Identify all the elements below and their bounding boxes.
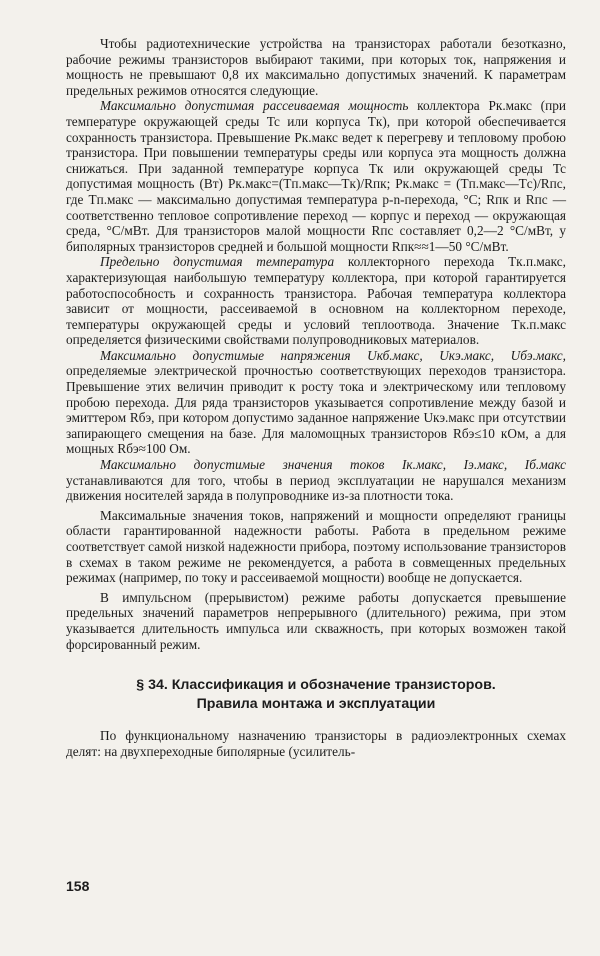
term-max-power: Максимально допустимая рассеиваемая мощность	[100, 98, 409, 114]
term-max-voltages: Максимально допустимые напряжения Uкб.макс, Uкэ.макс, Uбэ.макс,	[100, 347, 566, 363]
section-heading	[66, 676, 566, 714]
paragraph-max-currents	[66, 457, 566, 504]
paragraph-text: По функциональному назначению транзисторы в радиоэлектронных схемах делят: на двухпереходные биполярные (усилитель-	[66, 728, 566, 759]
paragraph-intro	[66, 36, 566, 98]
page-number: 158	[66, 878, 90, 894]
section-heading-line1: § 34. Классификация и обозначение транзисторов.	[136, 677, 496, 694]
paragraph-text: определяемые электрической прочностью соответствующих переходов транзистора. Превышение этих величин приводит к росту тока и электрическому или тепловому пробою перехода. Для ряда транзисторов указывается сопротивление между базой и эмиттером Rбэ, при котором допустимо заданное напряжение Uкэ.макс при отсутствии запирающего смещения на базе. Для маломощных транзисторов Rбэ≤10 кОм, а для мощных Rбэ≈100 Ом.	[66, 363, 566, 457]
paragraph-text: В импульсном (прерывистом) режиме работы допускается превышение предельных значений параметров непрерывного (длительного) режима, при этом указывается длительность импульса или скважность, при которых возможен такой форсированный режим.	[66, 589, 566, 652]
section-heading-line2: Правила монтажа и эксплуатации	[196, 696, 436, 713]
paragraph-reliability	[66, 508, 566, 586]
paragraph-closing	[66, 728, 566, 759]
paragraph-text: устанавливаются для того, чтобы в период эксплуатации не нарушался механизм движения носителей заряда в полупроводнике из-за плотности тока.	[66, 472, 566, 504]
paragraph-text: коллектора Pк.макс (при температуре окружающей среды Tc или корпуса Tк), при которой обеспечивается сохранность транзистора. Превышение Pк.макс ведет к перегреву и тепловому пробою транзистора. При повышении температуры среды или корпуса эта мощность должна снижаться. При заданной температуре корпуса Tк или окружающей среды Tc допустимая мощность (Вт) Pк.макс=(Tп.макс—Tк)/Rпк; Pк.макс = (Tп.макс—Tс)/Rпс, где Tп.макс — максимально допустимая температура p-n-перехода, °C; Rпк и Rпс — соответственно тепловое сопротивление переход — корпус и переход — окружающая среда, °C/мВт. Для транзисторов малой мощности Rпс составляет 0,2—2 °C/мВт, у биполярных транзисторов средней и большой мощности Rпк≈≈1—50 °C/мВт.	[66, 98, 566, 254]
term-max-currents: Максимально допустимые значения токов Iк.макс, Iэ.макс, Iб.макс	[100, 457, 566, 473]
paragraph-max-temperature	[66, 254, 566, 348]
paragraph-text: коллекторного перехода Tк.п.макс, характеризующая наибольшую температуру коллектора, при которой гарантируется работоспособность и сохранность транзистора. Рабочая температура коллектора зависит от мощности, рассеиваемой в основном на коллекторном переходе, температуры окружающей среды и условий теплоотвода. Значение Tк.п.макс определяется физическими свойствами полупроводниковых материалов.	[66, 254, 566, 348]
term-max-temperature: Предельно допустимая температура	[100, 254, 335, 270]
paragraph-pulse-mode	[66, 590, 566, 652]
paragraph-max-voltages	[66, 348, 566, 457]
paragraph-text: Чтобы радиотехнические устройства на транзисторах работали безотказно, рабочие режимы транзисторов выбирают такими, при которых ток, напряжения и мощность не превышают 0,8 их максимально допустимых значений. К параметрам предельных режимов относятся следующие.	[66, 36, 566, 98]
paragraph-text: Максимальные значения токов, напряжений и мощности определяют границы области гарантированной надежности работы. Работа в предельном режиме соответствует самой низкой надежности прибора, поэтому использование транзисторов в схемах в таком режиме не рекомендуется, а работа в совмещенных предельных режимах (например, по току и рассеиваемой мощности) вообще не допускается.	[66, 507, 566, 586]
paragraph-max-power	[66, 98, 566, 254]
